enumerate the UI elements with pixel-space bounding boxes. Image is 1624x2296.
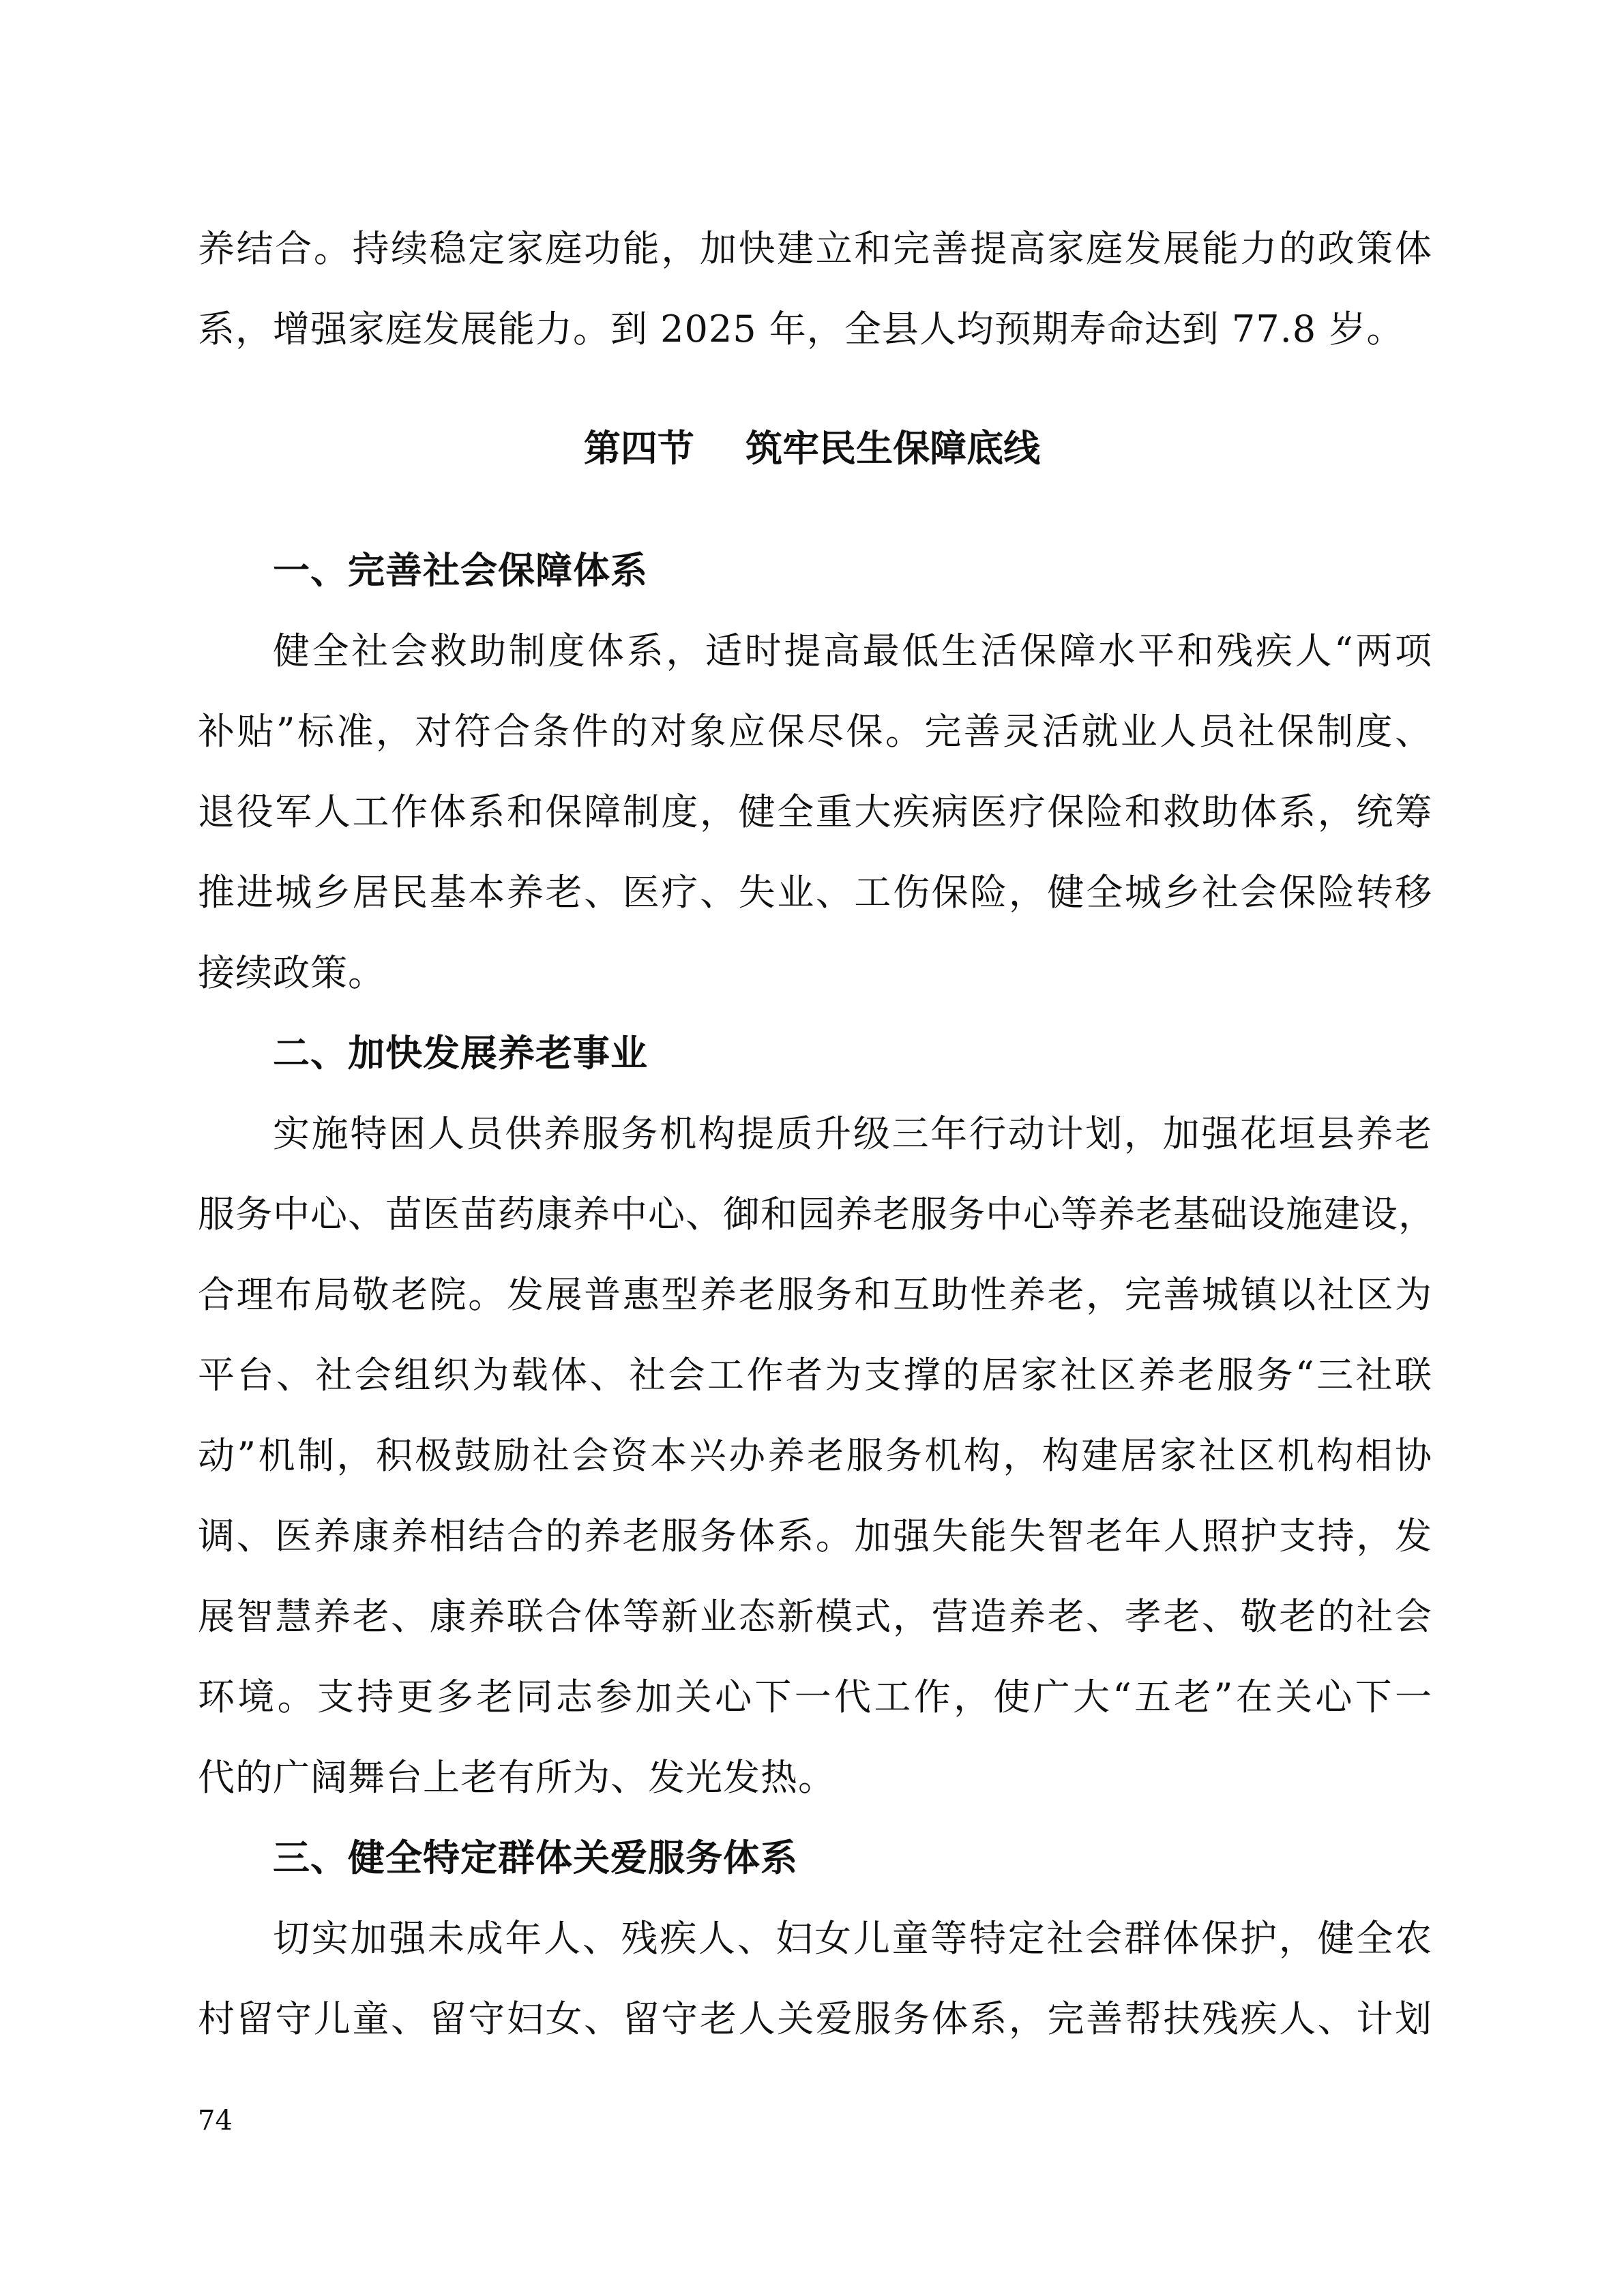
section-3-line-1: 切实加强未成年人、残疾人、妇女儿童等特定社会群体保护，健全农 [273, 1917, 1432, 1960]
section-2-line-8: 环境。支持更多老同志参加关心下一代工作，使广大“五老”在关心下一 [198, 1675, 1432, 1718]
section-3-heading: 三、健全特定群体关爱服务体系 [273, 1836, 798, 1879]
section-1-line-3: 退役军人工作体系和保障制度，健全重大疾病医疗保险和救助体系，统筹 [198, 790, 1432, 833]
section-2-line-5: 动”机制，积极鼓励社会资本兴办养老服务机构，构建居家社区机构相协 [198, 1434, 1432, 1477]
section-1-line-2: 补贴”标准，对符合条件的对象应保尽保。完善灵活就业人员社保制度、 [198, 710, 1432, 753]
section-2-line-2: 服务中心、苗医苗药康养中心、御和园养老服务中心等养老基础设施建设， [198, 1193, 1436, 1236]
section-1-heading: 一、完善社会保障体系 [273, 549, 648, 592]
section-2-line-1: 实施特困人员供养服务机构提质升级三年行动计划，加强花垣县养老 [273, 1112, 1432, 1155]
section-2-line-7: 展智慧养老、康养联合体等新业态新模式，营造养老、孝老、敬老的社会 [198, 1595, 1432, 1638]
section-1-line-1: 健全社会救助制度体系，适时提高最低生活保障水平和残疾人“两项 [273, 629, 1432, 672]
page-number: 74 [198, 2105, 233, 2136]
section-2-line-3: 合理布局敬老院。发展普惠型养老服务和互助性养老，完善城镇以社区为 [198, 1273, 1432, 1316]
section-2-line-9: 代的广阔舞台上老有所为、发光发热。 [198, 1756, 836, 1799]
section-2-line-6: 调、医养康养相结合的养老服务体系。加强失能失智老年人照护支持，发 [198, 1515, 1432, 1557]
intro-line-1: 养结合。持续稳定家庭功能，加快建立和完善提高家庭发展能力的政策体 [198, 227, 1432, 270]
section-2-heading: 二、加快发展养老事业 [273, 1032, 648, 1075]
section-title: 第四节 筑牢民生保障底线 [583, 427, 1041, 470]
section-3-line-2: 村留守儿童、留守妇女、留守老人关爱服务体系，完善帮扶残疾人、计划 [198, 1997, 1432, 2040]
section-1-line-4: 推进城乡居民基本养老、医疗、失业、工伤保险，健全城乡社会保险转移 [198, 871, 1432, 914]
section-1-line-5: 接续政策。 [198, 951, 385, 994]
intro-line-2: 系，增强家庭发展能力。到 2025 年，全县人均预期寿命达到 77.8 岁。 [198, 308, 1404, 351]
section-2-line-4: 平台、社会组织为载体、社会工作者为支撑的居家社区养老服务“三社联 [198, 1354, 1432, 1397]
